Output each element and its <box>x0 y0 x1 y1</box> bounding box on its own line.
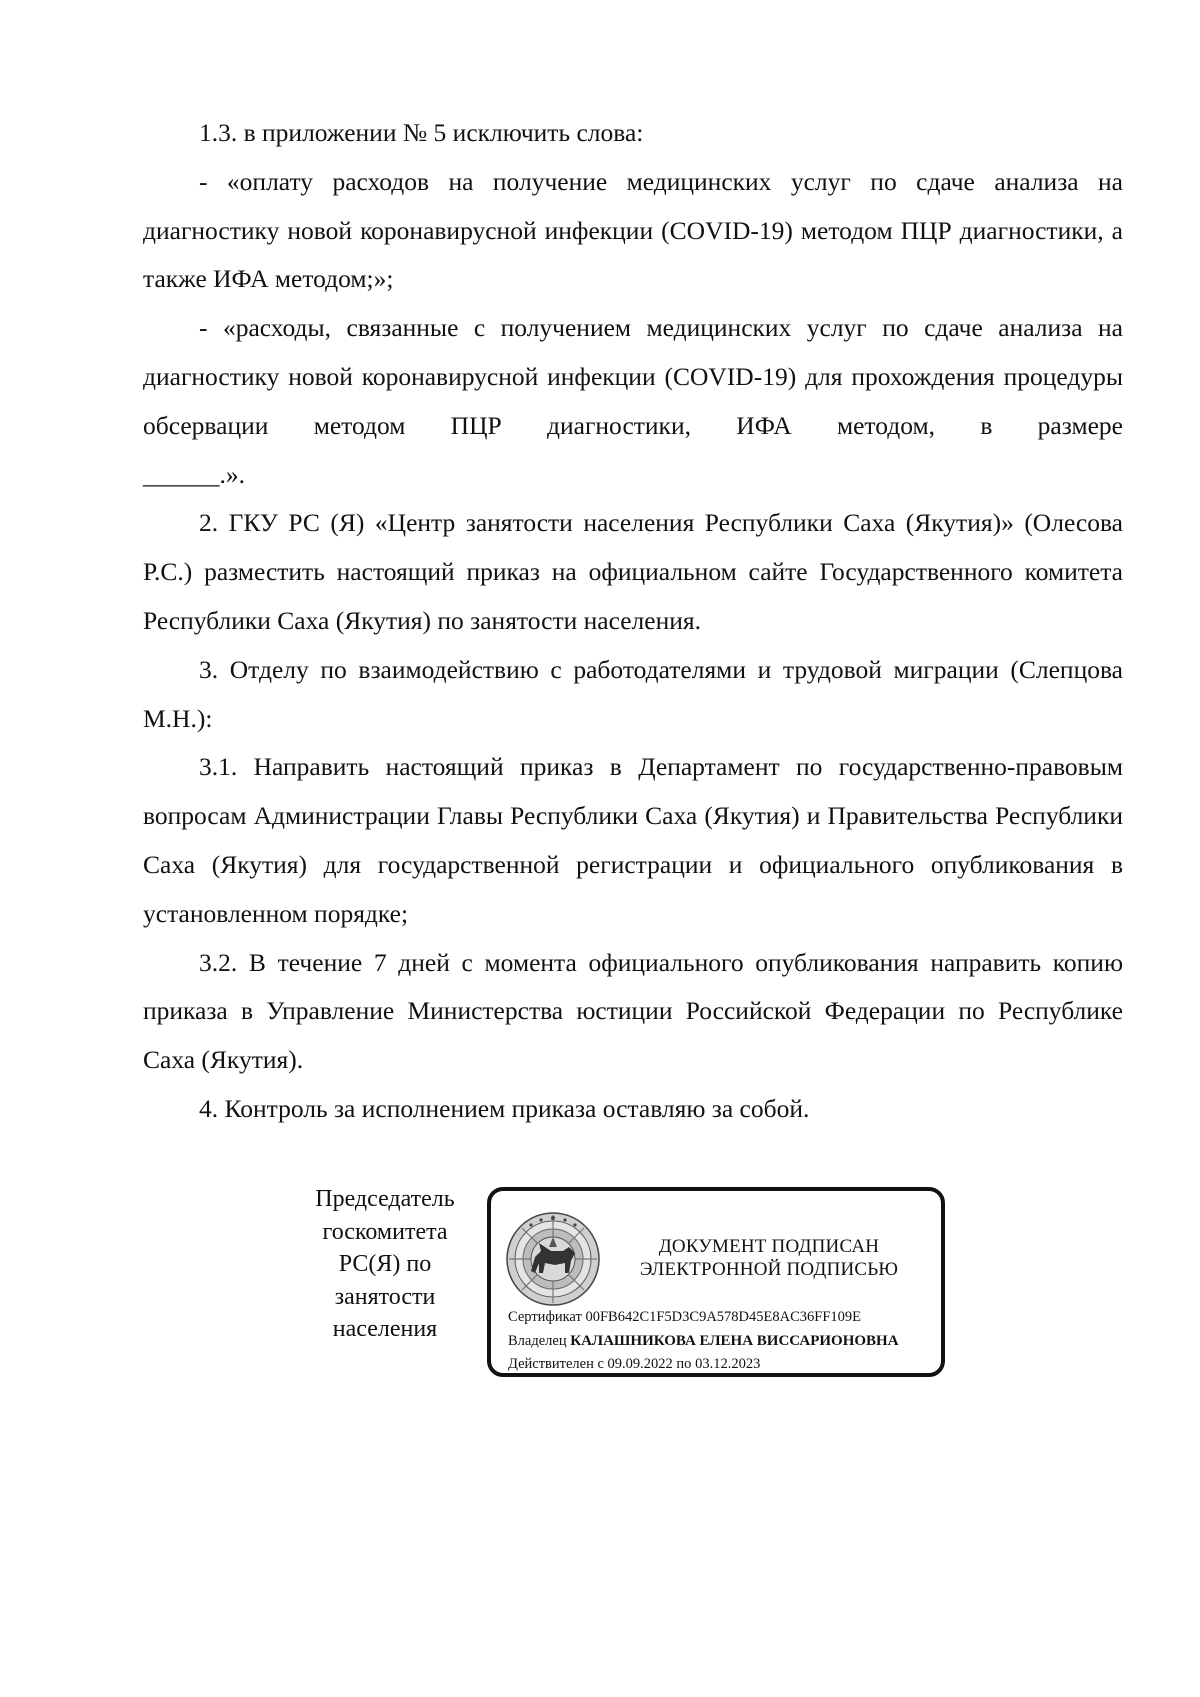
validity-line <box>508 1355 760 1373</box>
signer-line: Председатель <box>315 1186 455 1212</box>
paragraph-exclude-2: - «расходы, связанные с получением медицинских услуг по сдаче анализа на диагностику новой коронавирусной инфекции (COVID-19) для прохождения процедуры обсервации методом ПЦР диагностики, ИФА методом, в размере <box>143 313 1123 440</box>
owner-line <box>508 1332 899 1350</box>
document-body <box>143 109 1123 1134</box>
signer-position <box>300 1183 470 1346</box>
signer-line: населения <box>332 1316 438 1342</box>
signer-line: госкомитета <box>322 1218 448 1245</box>
paragraph-3-2: 3.2. В течение 7 дней с момента официального опубликования направить копию приказа в Управление Министерства юстиции Российской Федерации по Республике Саха (Якутия). <box>143 947 1123 1075</box>
paragraph-2: 2. ГКУ РС (Я) «Центр занятости населения Республики Саха (Якутия)» (Олесова Р.С.) разместить настоящий приказ на официальном сайте Государственного комитета Республики Саха (Якутия) по занятости населения. <box>143 508 1123 635</box>
valid-from: 09.09.2022 <box>607 1356 673 1372</box>
owner-name: КАЛАШНИКОВА ЕЛЕНА ВИССАРИОНОВНА <box>570 1333 899 1349</box>
paragraph-exclude-1: - «оплату расходов на получение медицинских услуг по сдаче анализа на диагностику новой коронавирусной инфекции (COVID-19) методом ПЦР диагностики, а также ИФА методом;»; <box>143 166 1123 294</box>
certificate-value: 00FB642C1F5D3C9A578D45E8AC36FF109E <box>585 1309 861 1325</box>
owner-label: Владелец <box>508 1333 567 1349</box>
paragraph-4: 4. Контроль за исполнением приказа оставляю за собой. <box>199 1093 810 1123</box>
paragraph-blank-amount: ______.». <box>143 459 245 489</box>
validity-label: Действителен с <box>508 1356 604 1372</box>
stamp-title-line-2: ЭЛЕКТРОННОЙ ПОДПИСЬЮ <box>639 1259 899 1280</box>
valid-to-label: по <box>676 1356 692 1372</box>
signer-line: занятости <box>334 1283 436 1310</box>
signer-line: РС(Я) по <box>338 1251 432 1277</box>
certificate-label: Сертификат <box>508 1309 582 1325</box>
electronic-signature-stamp <box>487 1187 945 1377</box>
valid-to: 03.12.2023 <box>695 1356 761 1372</box>
paragraph-1-3: 1.3. в приложении № 5 исключить слова: <box>199 118 644 147</box>
certificate-line <box>508 1308 861 1326</box>
stamp-title <box>609 1235 929 1281</box>
paragraph-3: 3. Отделу по взаимодействию с работодателями и трудовой миграции (Слепцова М.Н.): <box>143 654 1123 733</box>
stamp-title-line-1: ДОКУМЕНТ ПОДПИСАН <box>658 1236 880 1257</box>
republic-emblem-icon <box>505 1211 601 1307</box>
paragraph-3-1: 3.1. Направить настоящий приказ в Департамент по государственно-правовым вопросам Администрации Главы Республики Саха (Якутия) и Правительства Республики Саха (Якутия) для государственной регистрации и официального опубликования в установленном порядке; <box>143 752 1123 928</box>
